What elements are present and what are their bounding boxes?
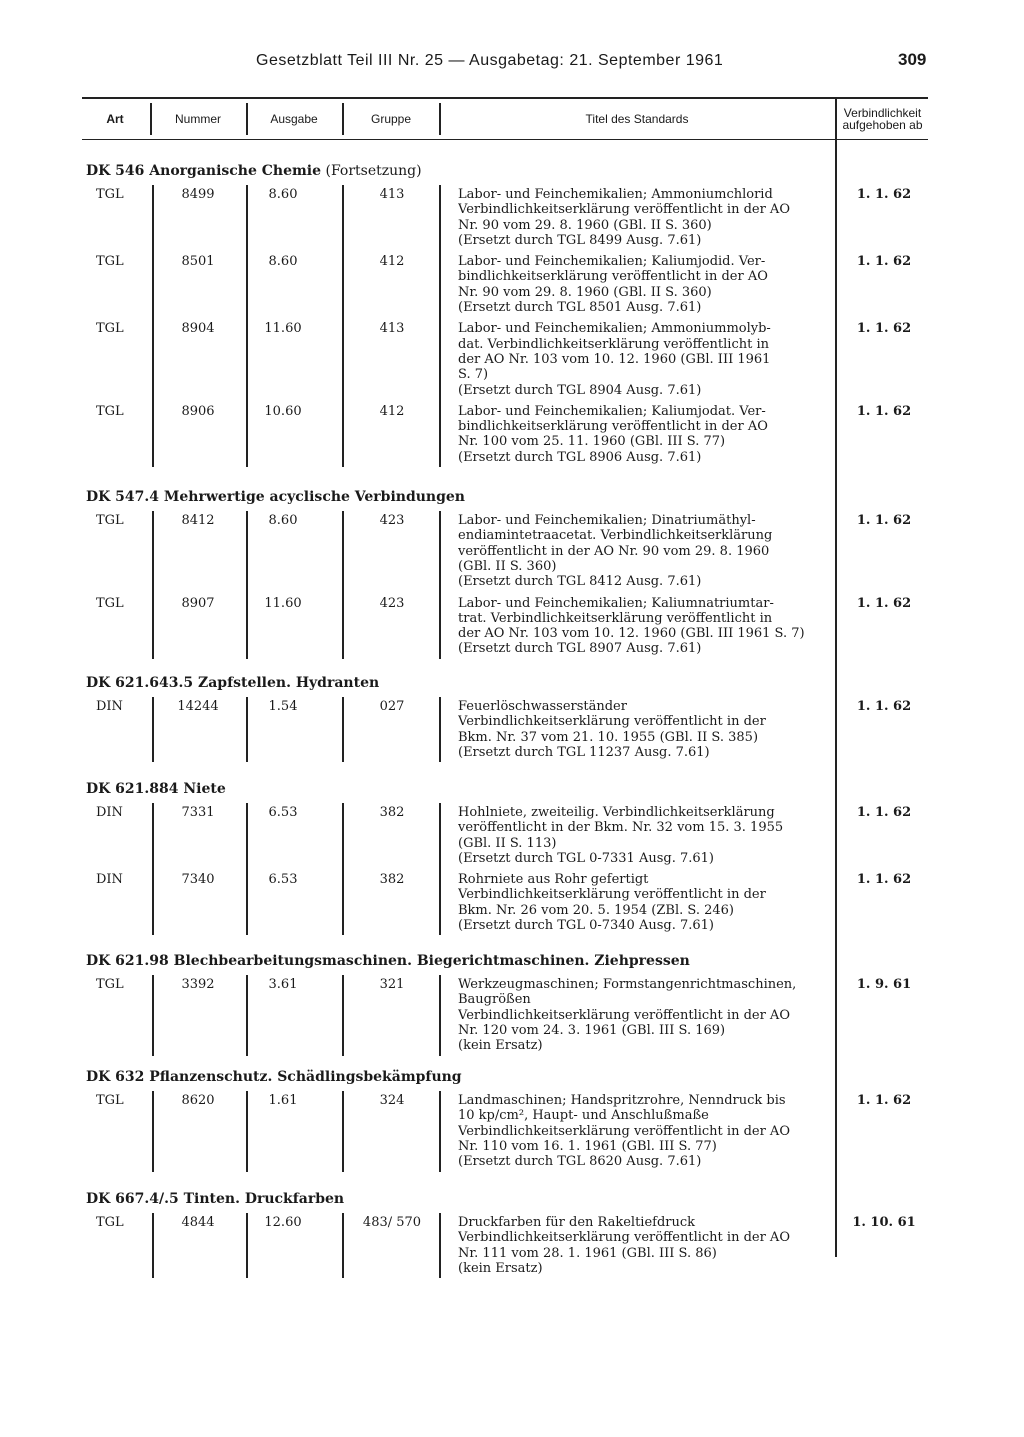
titel-line: Labor- und Feinchemikalien; Ammoniummolyb- — [458, 321, 771, 337]
column-separator — [246, 803, 248, 935]
column-separator — [342, 803, 344, 935]
column-separator — [439, 511, 441, 659]
titel-line: (GBl. II S. 113) — [458, 835, 557, 851]
titel-line: Labor- und Feinchemikalien; Ammoniumchlorid — [458, 187, 773, 202]
titel-line: Landmaschinen; Handspritzrohre, Nenndruck bis — [458, 1093, 786, 1108]
ausgabe-cell: 6.53 — [268, 872, 298, 888]
art-cell: DIN — [96, 699, 123, 714]
titel-line: (kein Ersatz) — [458, 1038, 543, 1054]
table-body — [82, 137, 928, 1297]
titel-cell — [458, 1215, 832, 1276]
art-cell: TGL — [96, 513, 124, 528]
col-nummer: Nummer — [174, 112, 221, 126]
nummer-cell: 8499 — [181, 187, 215, 202]
page-title: Gesetzblatt Teil III Nr. 25 — Ausgabetag: 21. September 1961 — [256, 52, 724, 69]
column-separator — [152, 697, 154, 762]
column-separator — [439, 697, 441, 762]
titel-line: bindlichkeitserklärung veröffentlicht in der AO — [458, 269, 768, 285]
ausgabe-cell: 11.60 — [264, 321, 302, 337]
art-cell: TGL — [96, 1093, 124, 1108]
section-title — [86, 953, 690, 969]
titel-line: Bkm. Nr. 37 vom 21. 10. 1955 (GBl. II S. 385) — [458, 729, 759, 745]
titel-cell — [458, 254, 832, 315]
titel-line: (Ersetzt durch TGL 8501 Ausg. 7.61) — [458, 300, 702, 316]
column-separator — [439, 185, 441, 467]
section-dk: DK 621.884 Niete — [86, 781, 226, 797]
titel-line: Labor- und Feinchemikalien; Kaliumnatriumtar- — [458, 595, 774, 611]
col-art: Art — [106, 112, 124, 126]
datum-cell: 1. 1. 62 — [856, 513, 912, 528]
titel-line: Nr. 90 vom 29. 8. 1960 (GBl. II S. 360) — [458, 284, 712, 300]
column-separator — [439, 803, 441, 935]
section-title — [86, 675, 379, 691]
gruppe-cell: 412 — [379, 403, 405, 419]
nummer-cell: 7331 — [181, 805, 215, 820]
ausgabe-cell: 1.54 — [268, 699, 298, 714]
titel-line: dat. Verbindlichkeitserklärung veröffentlicht in — [458, 336, 769, 352]
titel-line: (Ersetzt durch TGL 8907 Ausg. 7.61) — [458, 641, 702, 657]
nummer-cell: 4844 — [181, 1215, 215, 1230]
titel-line: Nr. 100 vom 25. 11. 1960 (GBl. III S. 77) — [458, 434, 726, 450]
titel-cell — [458, 977, 832, 1053]
titel-cell — [458, 187, 832, 248]
titel-line: Nr. 90 vom 29. 8. 1960 (GBl. II S. 360) — [458, 217, 712, 233]
column-separator — [342, 1091, 344, 1172]
column-separator — [342, 511, 344, 659]
nummer-cell: 14244 — [177, 699, 219, 714]
titel-cell — [458, 596, 832, 657]
gruppe-cell: 423 — [379, 513, 405, 528]
section-dk: DK 621.98 Blechbearbeitungsmaschinen. Biegerichtmaschinen. Ziehpressen — [86, 953, 690, 969]
section-dk: DK 667.4/.5 Tinten. Druckfarben — [86, 1191, 345, 1207]
gruppe-cell: 382 — [379, 805, 405, 820]
column-separator — [246, 1213, 248, 1278]
titel-line: der AO Nr. 103 vom 10. 12. 1960 (GBl. III 1961 S. 7) — [458, 626, 805, 642]
col-verbindlichkeit: Verbindlichkeit aufgehoben ab — [842, 106, 923, 132]
section-title — [86, 781, 226, 797]
column-separator — [152, 511, 154, 659]
section-title — [86, 1191, 344, 1207]
titel-line: Nr. 120 vom 24. 3. 1961 (GBl. III S. 169) — [458, 1022, 726, 1038]
art-cell: DIN — [96, 805, 123, 820]
art-cell: TGL — [96, 1215, 124, 1230]
datum-cell: 1. 1. 62 — [856, 187, 912, 202]
titel-line: Labor- und Feinchemikalien; Kaliumjodat. Ver- — [458, 403, 766, 419]
column-separator — [152, 185, 154, 467]
titel-line: (Ersetzt durch TGL 8904 Ausg. 7.61) — [458, 382, 702, 398]
ausgabe-cell: 12.60 — [264, 1215, 302, 1230]
page-header — [0, 52, 1024, 76]
section-note: (Fortsetzung) — [321, 163, 422, 179]
titel-line: endiamintetraacetat. Verbindlichkeitserklärung — [458, 528, 773, 544]
ausgabe-cell: 8.60 — [268, 187, 298, 202]
gruppe-cell: 413 — [379, 321, 405, 337]
col-gruppe: Gruppe — [370, 112, 412, 126]
column-separator — [342, 185, 344, 467]
section-dk: DK 547.4 Mehrwertige acyclische Verbindungen — [86, 489, 465, 505]
titel-line: bindlichkeitserklärung veröffentlicht in der AO — [458, 419, 768, 435]
table-header — [82, 97, 928, 140]
datum-cell: 1. 1. 62 — [856, 254, 912, 270]
column-separator — [152, 803, 154, 935]
ausgabe-cell: 6.53 — [268, 805, 298, 820]
titel-line: Verbindlichkeitserklärung veröffentlicht in der AO — [458, 1007, 790, 1023]
nummer-cell: 8501 — [181, 254, 215, 270]
section-title — [86, 1069, 462, 1085]
titel-cell — [458, 872, 832, 933]
column-separator — [342, 975, 344, 1056]
datum-cell: 1. 1. 62 — [856, 805, 912, 820]
ausgabe-cell: 10.60 — [264, 403, 302, 419]
titel-cell — [458, 805, 832, 866]
column-separator — [439, 1091, 441, 1172]
gruppe-cell: 412 — [379, 254, 405, 270]
page-number: 309 — [898, 50, 927, 69]
titel-line: (Ersetzt durch TGL 11237 Ausg. 7.61) — [458, 744, 710, 760]
ausgabe-cell: 8.60 — [268, 254, 298, 270]
gruppe-cell: 483/ 570 — [362, 1215, 422, 1230]
datum-cell: 1. 1. 62 — [856, 403, 912, 419]
column-separator — [439, 1213, 441, 1278]
gruppe-cell: 027 — [379, 699, 405, 714]
nummer-cell: 3392 — [181, 977, 215, 992]
titel-line: veröffentlicht in der AO Nr. 90 vom 29. 8. 1960 — [458, 543, 770, 559]
column-separator — [246, 975, 248, 1056]
titel-line: der AO Nr. 103 vom 10. 12. 1960 (GBl. III 1961 — [458, 351, 771, 367]
column-separator — [246, 697, 248, 762]
art-cell: TGL — [96, 977, 124, 992]
titel-line: (Ersetzt durch TGL 0-7331 Ausg. 7.61) — [458, 850, 715, 866]
titel-line: veröffentlicht in der Bkm. Nr. 32 vom 15. 3. 1955 — [458, 820, 784, 836]
gruppe-cell: 423 — [379, 595, 405, 611]
titel-line: Druckfarben für den Rakeltiefdruck — [458, 1215, 696, 1230]
titel-line: (Ersetzt durch TGL 8499 Ausg. 7.61) — [458, 232, 702, 248]
datum-cell: 1. 10. 61 — [852, 1215, 916, 1230]
section-dk: DK 632 Pflanzenschutz. Schädlingsbekämpfung — [86, 1069, 462, 1085]
nummer-cell: 8906 — [181, 403, 215, 419]
titel-cell — [458, 513, 832, 589]
gruppe-cell: 324 — [379, 1093, 405, 1108]
column-separator — [439, 975, 441, 1056]
titel-line: (Ersetzt durch TGL 8412 Ausg. 7.61) — [458, 574, 702, 590]
art-cell: TGL — [96, 254, 124, 270]
titel-cell — [458, 321, 832, 397]
datum-cell: 1. 1. 62 — [856, 699, 912, 714]
column-separator — [342, 697, 344, 762]
titel-line: trat. Verbindlichkeitserklärung veröffentlicht in — [458, 610, 773, 626]
titel-line: (Ersetzt durch TGL 8620 Ausg. 7.61) — [458, 1154, 702, 1170]
gruppe-cell: 382 — [379, 872, 405, 888]
column-separator — [246, 185, 248, 467]
titel-line: Nr. 111 vom 28. 1. 1961 (GBl. III S. 86) — [458, 1245, 717, 1261]
nummer-cell: 8907 — [181, 595, 215, 611]
titel-line: Bkm. Nr. 26 vom 20. 5. 1954 (ZBl. S. 246) — [458, 902, 734, 918]
titel-line: Hohlniete, zweiteilig. Verbindlichkeitserklärung — [458, 805, 775, 820]
titel-cell — [458, 699, 832, 760]
titel-line: Verbindlichkeitserklärung veröffentlicht in der AO — [458, 1123, 790, 1139]
titel-line: (GBl. II S. 360) — [458, 558, 557, 574]
titel-line: Nr. 110 vom 16. 1. 1961 (GBl. III S. 77) — [458, 1138, 717, 1154]
column-separator — [246, 1091, 248, 1172]
art-cell: DIN — [96, 872, 123, 888]
ausgabe-cell: 3.61 — [268, 977, 298, 992]
nummer-cell: 8620 — [181, 1093, 215, 1108]
titel-line: Verbindlichkeitserklärung veröffentlicht in der AO — [458, 1230, 790, 1246]
nummer-cell: 8412 — [181, 513, 215, 528]
nummer-cell: 8904 — [181, 321, 215, 337]
art-cell: TGL — [96, 595, 124, 611]
section-dk: DK 621.643.5 Zapfstellen. Hydranten — [86, 675, 380, 691]
column-separator — [246, 511, 248, 659]
section-title — [86, 489, 465, 505]
art-cell: TGL — [96, 403, 124, 419]
column-separator — [152, 975, 154, 1056]
titel-line: Verbindlichkeitserklärung veröffentlicht in der AO — [458, 202, 790, 218]
titel-line: S. 7) — [458, 367, 489, 383]
titel-line: (Ersetzt durch TGL 8906 Ausg. 7.61) — [458, 449, 702, 465]
titel-line: Feuerlöschwasserständer — [458, 699, 627, 714]
ausgabe-cell: 8.60 — [268, 513, 298, 528]
ausgabe-cell: 1.61 — [268, 1093, 298, 1108]
col-titel: Titel des Standards — [585, 112, 689, 126]
titel-cell — [458, 1093, 832, 1169]
datum-cell: 1. 1. 62 — [856, 321, 912, 337]
titel-line: Werkzeugmaschinen; Formstangenrichtmaschinen, — [458, 977, 797, 992]
section-dk: DK 546 Anorganische Chemie — [86, 163, 322, 179]
art-cell: TGL — [96, 321, 124, 337]
datum-cell: 1. 1. 62 — [856, 595, 912, 611]
column-separator — [152, 1091, 154, 1172]
titel-line: Verbindlichkeitserklärung veröffentlicht in der — [458, 887, 766, 903]
art-cell: TGL — [96, 187, 124, 202]
titel-cell — [458, 404, 832, 465]
titel-line: Labor- und Feinchemikalien; Kaliumjodid. Ver- — [458, 254, 766, 270]
datum-cell: 1. 9. 61 — [856, 977, 912, 992]
titel-line: Baugrößen — [458, 992, 531, 1008]
ausgabe-cell: 11.60 — [264, 595, 302, 611]
titel-line: (Ersetzt durch TGL 0-7340 Ausg. 7.61) — [458, 918, 715, 934]
gruppe-cell: 321 — [379, 977, 405, 992]
gruppe-cell: 413 — [379, 187, 405, 202]
titel-line: Verbindlichkeitserklärung veröffentlicht in der — [458, 714, 766, 730]
column-separator — [152, 1213, 154, 1278]
titel-line: Rohrniete aus Rohr gefertigt — [458, 872, 649, 888]
section-title — [86, 163, 422, 179]
titel-line: 10 kp/cm², Haupt- und Anschlußmaße — [458, 1108, 709, 1124]
datum-cell: 1. 1. 62 — [856, 872, 912, 888]
titel-line: (kein Ersatz) — [458, 1260, 543, 1276]
titel-line: Labor- und Feinchemikalien; Dinatriumäthyl- — [458, 513, 756, 528]
nummer-cell: 7340 — [181, 872, 215, 888]
datum-cell: 1. 1. 62 — [856, 1093, 912, 1108]
column-rule — [835, 97, 837, 1257]
column-separator — [342, 1213, 344, 1278]
col-ausgabe: Ausgabe — [270, 112, 318, 126]
